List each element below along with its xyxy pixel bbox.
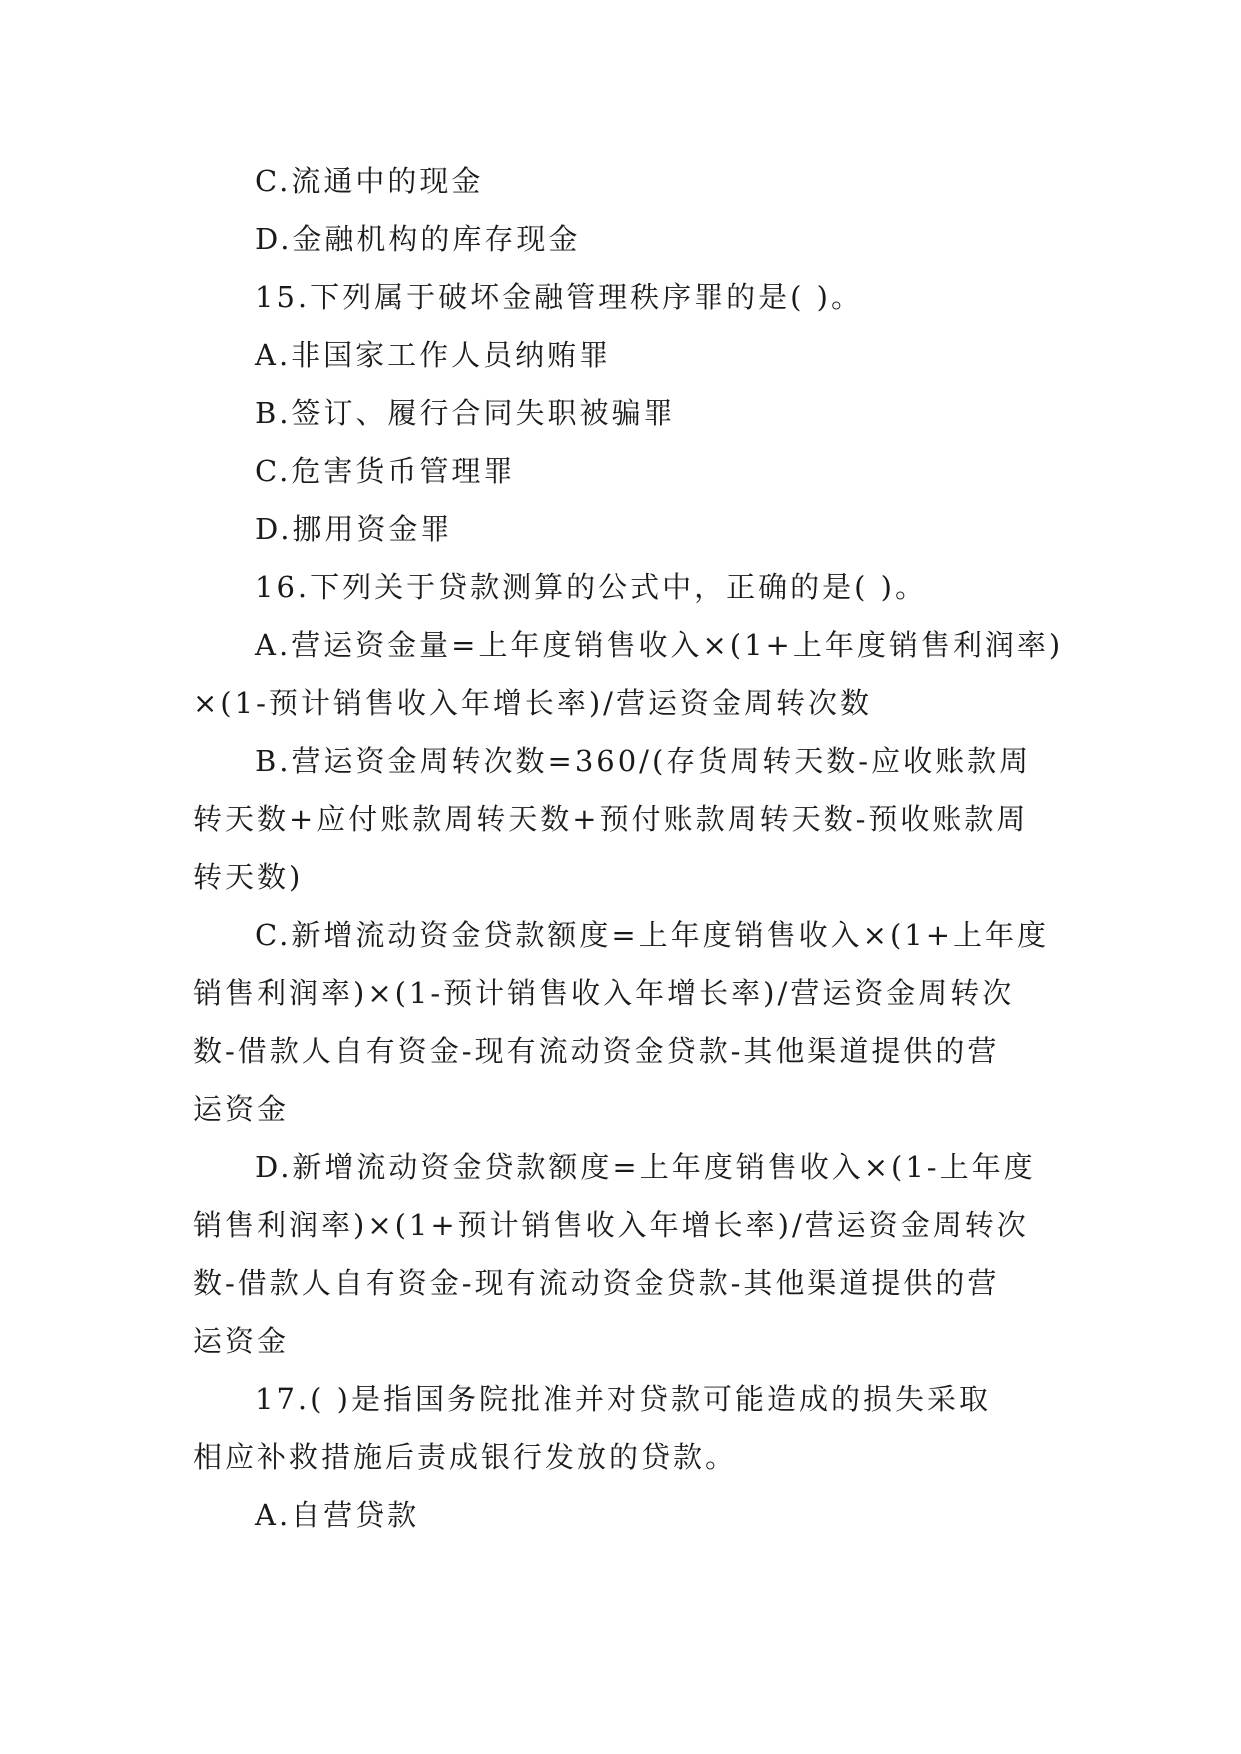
- option-b-16-line: 转天数): [193, 860, 304, 894]
- option-b-16-line: B.营运资金周转次数=360/(存货周转天数-应收账款周: [255, 744, 1032, 778]
- option-c-14: C.流通中的现金: [255, 164, 484, 198]
- option-c-16-line: C.新增流动资金贷款额度=上年度销售收入×(1+上年度: [255, 918, 1050, 952]
- option-c-15: C.危害货币管理罪: [255, 454, 516, 488]
- question-17-line: 相应补救措施后责成银行发放的贷款。: [193, 1440, 738, 1474]
- option-c-16-line: 销售利润率)×(1-预计销售收入年增长率)/营运资金周转次: [193, 976, 1015, 1010]
- document-body: [193, 152, 1064, 1544]
- option-d-16-line: 运资金: [193, 1324, 290, 1358]
- option-a-17: A.自营贷款: [255, 1498, 420, 1532]
- option-c-16: [193, 906, 1055, 1138]
- option-d-15: D.挪用资金罪: [255, 512, 453, 546]
- question-17: [193, 1370, 1055, 1486]
- option-d-16: [193, 1138, 1055, 1370]
- option-a-16-line: ×(1-预计销售收入年增长率)/营运资金周转次数: [193, 686, 872, 720]
- option-b-16: [193, 732, 1055, 906]
- question-15: 15.下列属于破坏金融管理秩序罪的是( )。: [255, 280, 863, 314]
- question-17-line: 17.( )是指国务院批准并对贷款可能造成的损失采取: [255, 1382, 991, 1416]
- option-d-16-line: 销售利润率)×(1+预计销售收入年增长率)/营运资金周转次: [193, 1208, 1029, 1242]
- option-d-16-line: 数-借款人自有资金-现有流动资金贷款-其他渠道提供的营: [193, 1266, 1000, 1300]
- option-b-16-line: 转天数+应付账款周转天数+预付账款周转天数-预收账款周: [193, 802, 1029, 836]
- option-c-16-line: 数-借款人自有资金-现有流动资金贷款-其他渠道提供的营: [193, 1034, 1000, 1068]
- option-d-16-line: D.新增流动资金贷款额度=上年度销售收入×(1-上年度: [255, 1150, 1036, 1184]
- option-a-15: A.非国家工作人员纳贿罪: [255, 338, 612, 372]
- option-a-16-line: A.营运资金量=上年度销售收入×(1+上年度销售利润率): [255, 628, 1064, 662]
- question-16: 16.下列关于贷款测算的公式中，正确的是( )。: [255, 570, 927, 604]
- option-d-14: D.金融机构的库存现金: [255, 222, 581, 256]
- option-a-16: [193, 616, 1064, 732]
- option-b-15: B.签订、履行合同失职被骗罪: [255, 396, 676, 430]
- option-c-16-line: 运资金: [193, 1092, 290, 1126]
